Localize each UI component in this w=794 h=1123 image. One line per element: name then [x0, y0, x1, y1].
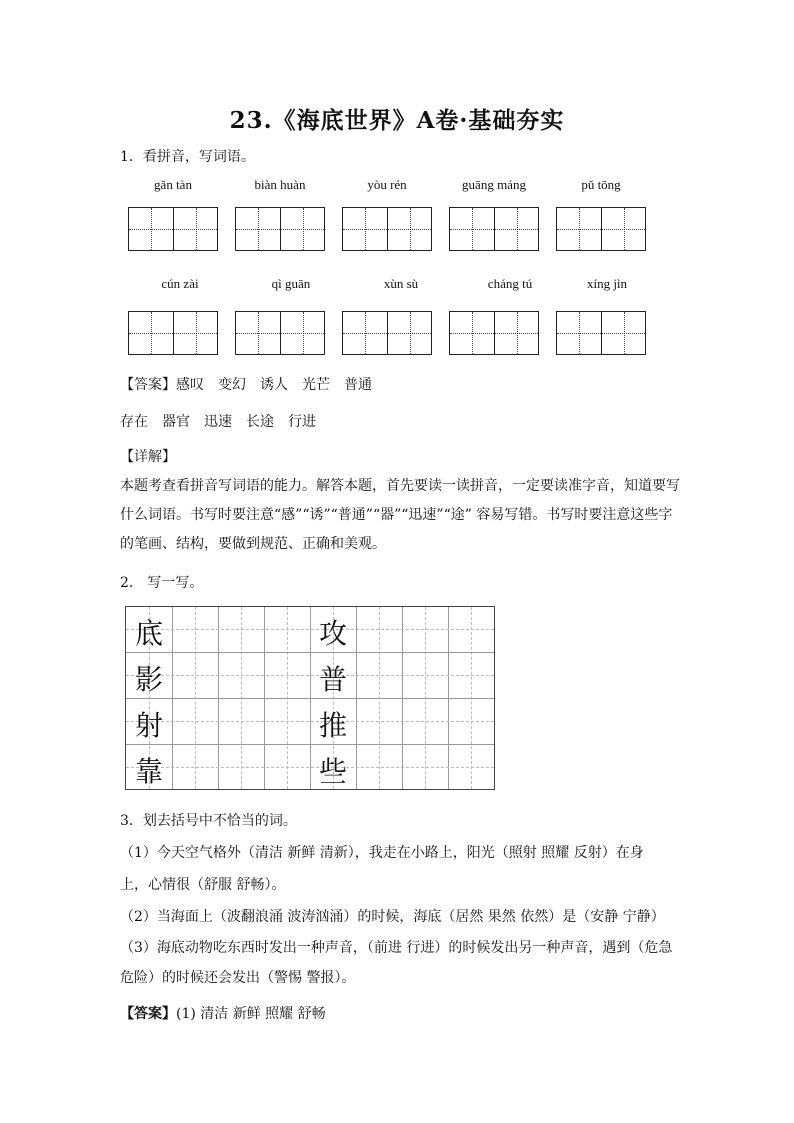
model-character: 底 — [134, 617, 163, 650]
pinyin-label: gǎn tàn — [154, 177, 192, 192]
character-practice-grid[interactable] — [125, 606, 495, 790]
pinyin-label: cháng tú — [487, 276, 533, 291]
answer-label: 【答案】 — [120, 377, 176, 393]
model-character: 些 — [318, 755, 347, 788]
model-character: 推 — [318, 709, 347, 742]
q3-item-3-line-2: 危险）的时候还会发出（警惕 警报）。 — [120, 970, 356, 986]
pinyin-label: xíng jìn — [586, 276, 628, 291]
writing-box[interactable] — [235, 207, 325, 251]
answer-text: 感叹 变幻 诱人 光芒 普通 — [176, 377, 372, 393]
writing-box[interactable] — [449, 207, 539, 251]
model-character: 普 — [318, 663, 347, 696]
pinyin-label: qì guān — [271, 276, 311, 291]
pinyin-label: xùn sù — [383, 276, 419, 291]
detail-paragraph: 本题考查看拼音写词语的能力。解答本题，首先要读一读拼音，一定要读准字音，知道要写什么词语。书写时要注意“感”“诱”“普通”“器”“迅速”“途” 容易写错。书写时要注意这些字的笔画、结构，要做到规范、正确和美观。 — [120, 478, 680, 552]
pinyin-label: cún zài — [161, 276, 199, 291]
page-title: 23.《海底世界》A卷·基础夯实 — [229, 107, 565, 134]
writing-box[interactable] — [449, 311, 539, 355]
model-character: 靠 — [134, 755, 163, 788]
writing-box[interactable] — [128, 311, 218, 355]
model-character: 射 — [134, 709, 163, 742]
pinyin-label: yòu rén — [367, 177, 407, 192]
q3-item-1-line-2: 上，心情很（舒服 舒畅）。 — [120, 877, 286, 893]
answer-line-2: 存在 器官 迅速 长途 行进 — [120, 414, 316, 430]
q3-item-3-line-1: （3）海底动物吃东西时发出一种声音，（前进 行进）的时候发出另一种声音，遇到（危急 — [120, 940, 673, 956]
pinyin-label: pǔ tōng — [581, 177, 621, 192]
writing-box[interactable] — [235, 311, 325, 355]
question-2-heading: 2． 写一写。 — [120, 575, 204, 591]
question-3-heading: 3．划去括号中不恰当的词。 — [120, 813, 297, 829]
writing-box[interactable] — [342, 311, 432, 355]
writing-box[interactable] — [342, 207, 432, 251]
model-character: 影 — [134, 663, 163, 696]
q3-answer-line — [120, 1003, 326, 1023]
writing-box[interactable] — [556, 311, 646, 355]
answer-line — [120, 374, 372, 394]
writing-box[interactable] — [128, 207, 218, 251]
answer-label: 【答案】 — [120, 1006, 176, 1022]
q3-item-1-line-1: （1）今天空气格外（清洁 新鲜 清新），我走在小路上，阳光（照射 照耀 反射）在身 — [120, 845, 644, 861]
pinyin-label: guāng máng — [462, 177, 526, 192]
q3-item-2: （2）当海面上（波翻浪涌 波涛汹涌）的时候，海底（居然 果然 依然）是（安静 宁静） — [120, 909, 665, 925]
question-1-heading: 1．看拼音，写词语。 — [120, 149, 255, 165]
detail-label: 【详解】 — [120, 449, 176, 465]
model-character: 攻 — [318, 617, 347, 650]
answer-text: (1) 清洁 新鲜 照耀 舒畅 — [176, 1006, 326, 1022]
writing-box[interactable] — [556, 207, 646, 251]
pinyin-label: biàn huàn — [254, 177, 306, 192]
